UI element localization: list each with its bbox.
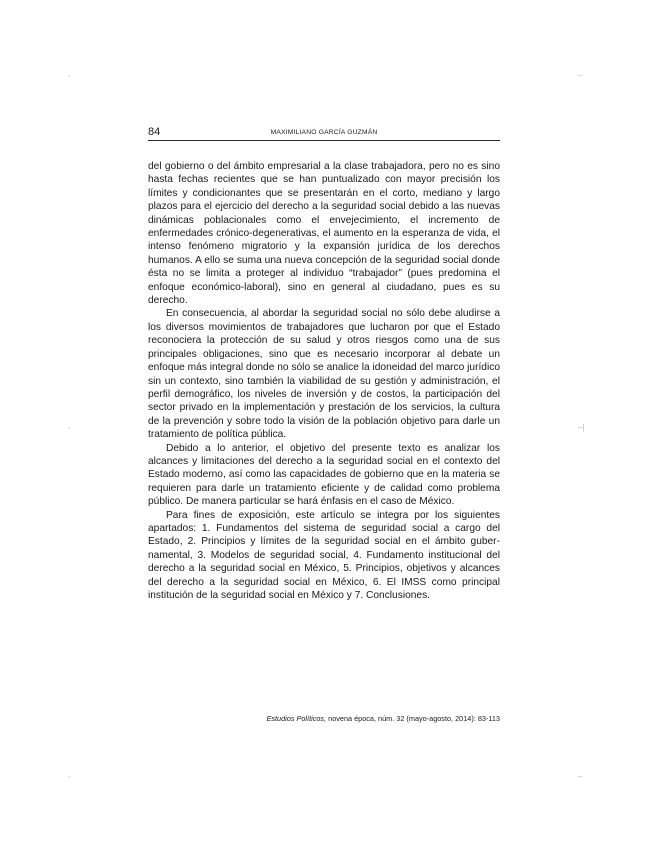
crop-mark-top-right: –	[578, 71, 583, 80]
paragraph: En consecuencia, al abordar la seguridad social no sólo debe aludirse a los diversos movimientos de trabajadores que lucharon por que el Estado reconociera la protección de su salud y otros riesgos como una de sus principales obligaciones, sino que es necesario incorporar al debate un enfoque más integral donde no sólo se analice la idoneidad del marco jurídico sin un contexto, sino también la viabilidad de su gestión y administración, el perfil demográfico, los niveles de inversión y de costos, la participación del sector privado en la implementación y prestación de los servicios, la cultura de la prevención y sobre todo la visión de la población objetivo para darle un tratamiento de política pública.	[148, 308, 500, 441]
page-footer	[148, 714, 500, 724]
journal-title: Estudios Políticos,	[266, 714, 327, 723]
crop-mark-bottom-left: -	[68, 772, 71, 781]
paragraph: del gobierno o del ámbito empresarial a la clase trabajadora, pero no es sino hasta fechas recientes que se han puntualizado con mayor precisión los límites y condicionantes que se presentarán en el corto, mediano y largo plazos para el ejercicio del derecho a la seguridad social debido a las nuevas dinámicas poblacionales como el envejecimiento, el incremento de enfermedades crónico-degenerativas, el aumento en la esperanza de vida, el intenso fenómeno migratorio y la expansión jurídica de los derechos humanos. A ello se suma una nueva concepción de la seguridad social donde ésta no se limita a proteger al individuo “trabajador” (pues predomina el enfoque económico-laboral), sino en general al ciudadano, pues es su derecho.	[148, 161, 500, 307]
journal-details: novena época, núm. 32 (mayo-agosto, 2014): 83-113	[326, 714, 500, 723]
paragraph: Para fines de exposición, este artículo se integra por los siguientes apartados: 1. Fundamentos del sistema de seguridad social a cargo del Estado, 2. Principios y límites de la seguridad social en el ámbito gubernamental, 3. Modelos de seguridad social, 4. Fundamento institucional del derecho a la seguridad social en México, 5. Principios, objetivos y alcances del derecho a la seguridad social en México, 6. El IMSS como principal institución de la seguridad social en México y 7. Conclusiones.	[148, 509, 500, 601]
page-header	[148, 126, 500, 141]
crop-mark-top-left: -	[68, 71, 71, 80]
body-text	[148, 160, 500, 602]
page-number: 84	[148, 126, 161, 138]
running-head: MAXIMILIANO GARCÍA GUZMÁN	[270, 129, 378, 136]
crop-mark-bottom-right: –	[578, 772, 583, 781]
crop-mark-mid-left: -	[68, 423, 71, 432]
paragraph: Debido a lo anterior, el objetivo del presente texto es analizar los alcances y limitaciones del derecho a la seguridad social en el contexto del Estado moderno, así como las capacidades de gobierno que en la materia se requieren para darle un tratamiento eficiente y de calidad como problema público. De manera particular se hará énfasis en el caso de México.	[148, 442, 500, 508]
crop-mark-mid-right: –|	[578, 423, 585, 432]
